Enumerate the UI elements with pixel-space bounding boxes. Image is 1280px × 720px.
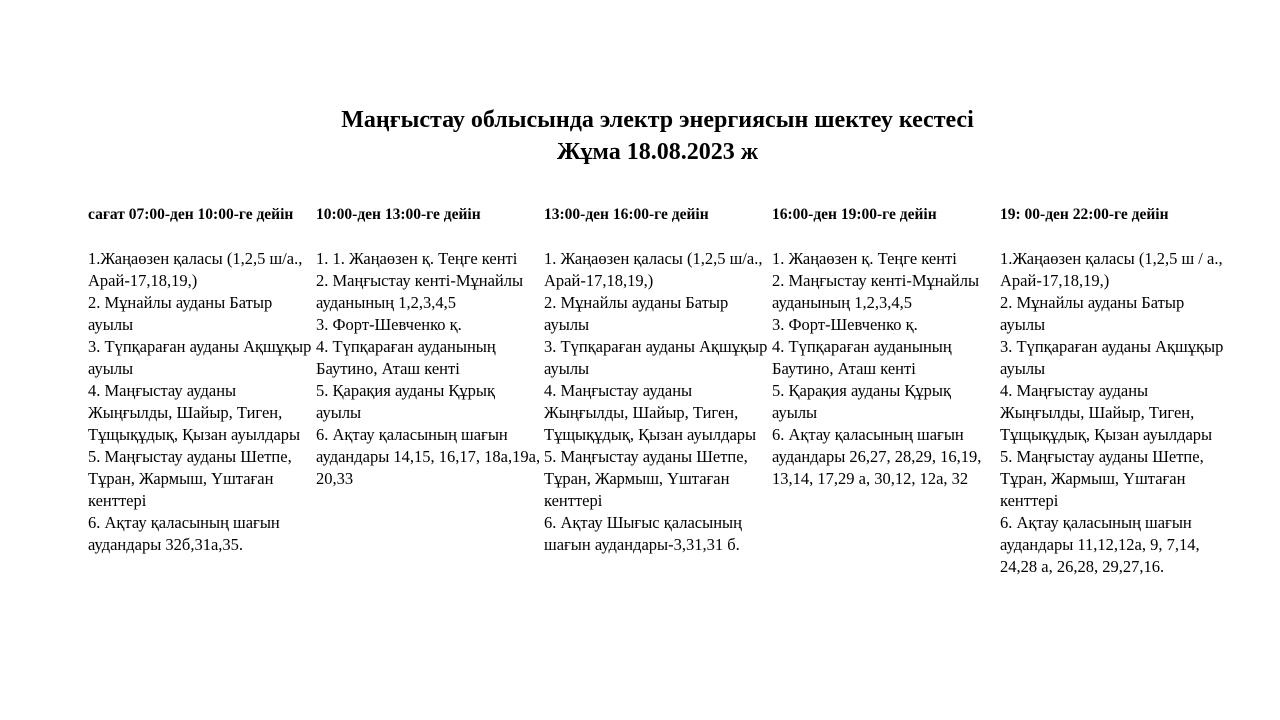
column-13-16 xyxy=(544,204,772,578)
list-item: 5. Қарақия ауданы Құрық ауылы xyxy=(316,381,496,422)
list-item: 1.Жаңаөзен қаласы (1,2,5 ш / а., Арай-17,18,19,) xyxy=(1000,249,1223,290)
list-item: 4. Маңғыстау ауданы Жыңғылды, Шайыр, Тиген, Тұщықұдық, Қызан ауылдары xyxy=(544,381,757,444)
list-item: 6. Ақтау қаласының шағын аудандары 32б,31а,35. xyxy=(88,513,280,554)
title-line-2: Жұма 18.08.2023 ж xyxy=(556,139,759,165)
column-header: 16:00-ден 19:00-ге дейін xyxy=(772,206,937,223)
title-line-1: Маңғыстау облысында электр энергиясын шектеу кестесі xyxy=(341,107,974,133)
list-item: 2. Маңғыстау кенті-Мұнайлы ауданының 1,2,3,4,5 xyxy=(772,271,980,312)
column-header: 13:00-ден 16:00-ге дейін xyxy=(544,206,709,223)
list-item: 4. Маңғыстау ауданы Жыңғылды, Шайыр, Тиген, Тұщықұдық, Қызан ауылдары xyxy=(88,381,301,444)
list-item: 2. Маңғыстау кенті-Мұнайлы ауданының 1,2,3,4,5 xyxy=(316,271,524,312)
list-item: 3. Форт-Шевченко қ. xyxy=(316,315,462,334)
column-16-19 xyxy=(772,204,1000,578)
list-item: 5. Қарақия ауданы Құрық ауылы xyxy=(772,381,952,422)
list-item: 2. Мұнайлы ауданы Батыр ауылы xyxy=(544,293,729,334)
schedule-columns xyxy=(88,204,1228,578)
list-item: 5. Маңғыстау ауданы Шетпе, Тұран, Жармыш, Үштаған кенттері xyxy=(1000,447,1204,510)
list-item: 2. Мұнайлы ауданы Батыр ауылы xyxy=(1000,293,1185,334)
list-item: 1. Жаңаөзен қаласы (1,2,5 ш/а., Арай-17,18,19,) xyxy=(544,249,763,290)
list-item: 4. Маңғыстау ауданы Жыңғылды, Шайыр, Тиген, Тұщықұдық, Қызан ауылдары xyxy=(1000,381,1213,444)
column-items xyxy=(88,248,316,556)
column-items xyxy=(772,248,1000,490)
list-item: 3. Түпқараған ауданы Ақшұқыр ауылы xyxy=(544,337,768,378)
list-item: 5. Маңғыстау ауданы Шетпе, Тұран, Жармыш, Үштаған кенттері xyxy=(544,447,748,510)
column-items xyxy=(544,248,772,556)
list-item: 6. Ақтау Шығыс қаласының шағын аудандары-3,31,31 б. xyxy=(544,513,742,554)
document-title xyxy=(0,104,1280,168)
list-item: 2. Мұнайлы ауданы Батыр ауылы xyxy=(88,293,273,334)
column-header: сағат 07:00-ден 10:00-ге дейін xyxy=(88,206,294,223)
list-item: 5. Маңғыстау ауданы Шетпе, Тұран, Жармыш, Үштаған кенттері xyxy=(88,447,292,510)
list-item: 6. Ақтау қаласының шағын аудандары 14,15, 16,17, 18а,19а, 20,33 xyxy=(316,425,541,488)
list-item: 4. Түпқараған ауданының Баутино, Аташ кенті xyxy=(772,337,952,378)
list-item: 6. Ақтау қаласының шағын аудандары 11,12,12а, 9, 7,14, 24,28 а, 26,28, 29,27,16. xyxy=(1000,513,1200,576)
list-item: 1.Жаңаөзен қаласы (1,2,5 ш/а., Арай-17,18,19,) xyxy=(88,249,303,290)
list-item: 1. 1. Жаңаөзен қ. Теңге кенті xyxy=(316,249,518,268)
list-item: 3. Форт-Шевченко қ. xyxy=(772,315,918,334)
list-item: 3. Түпқараған ауданы Ақшұқыр ауылы xyxy=(1000,337,1224,378)
list-item: 6. Ақтау қаласының шағын аудандары 26,27, 28,29, 16,19, 13,14, 17,29 а, 30,12, 12а, 32 xyxy=(772,425,982,488)
column-items xyxy=(316,248,544,490)
column-19-22 xyxy=(1000,204,1228,578)
list-item: 3. Түпқараған ауданы Ақшұқыр ауылы xyxy=(88,337,312,378)
column-07-10 xyxy=(88,204,316,578)
column-header: 19: 00-ден 22:00-ге дейін xyxy=(1000,206,1169,223)
column-10-13 xyxy=(316,204,544,578)
list-item: 1. Жаңаөзен қ. Теңге кенті xyxy=(772,249,957,268)
column-items xyxy=(1000,248,1228,578)
column-header: 10:00-ден 13:00-ге дейін xyxy=(316,206,481,223)
list-item: 4. Түпқараған ауданының Баутино, Аташ кенті xyxy=(316,337,496,378)
